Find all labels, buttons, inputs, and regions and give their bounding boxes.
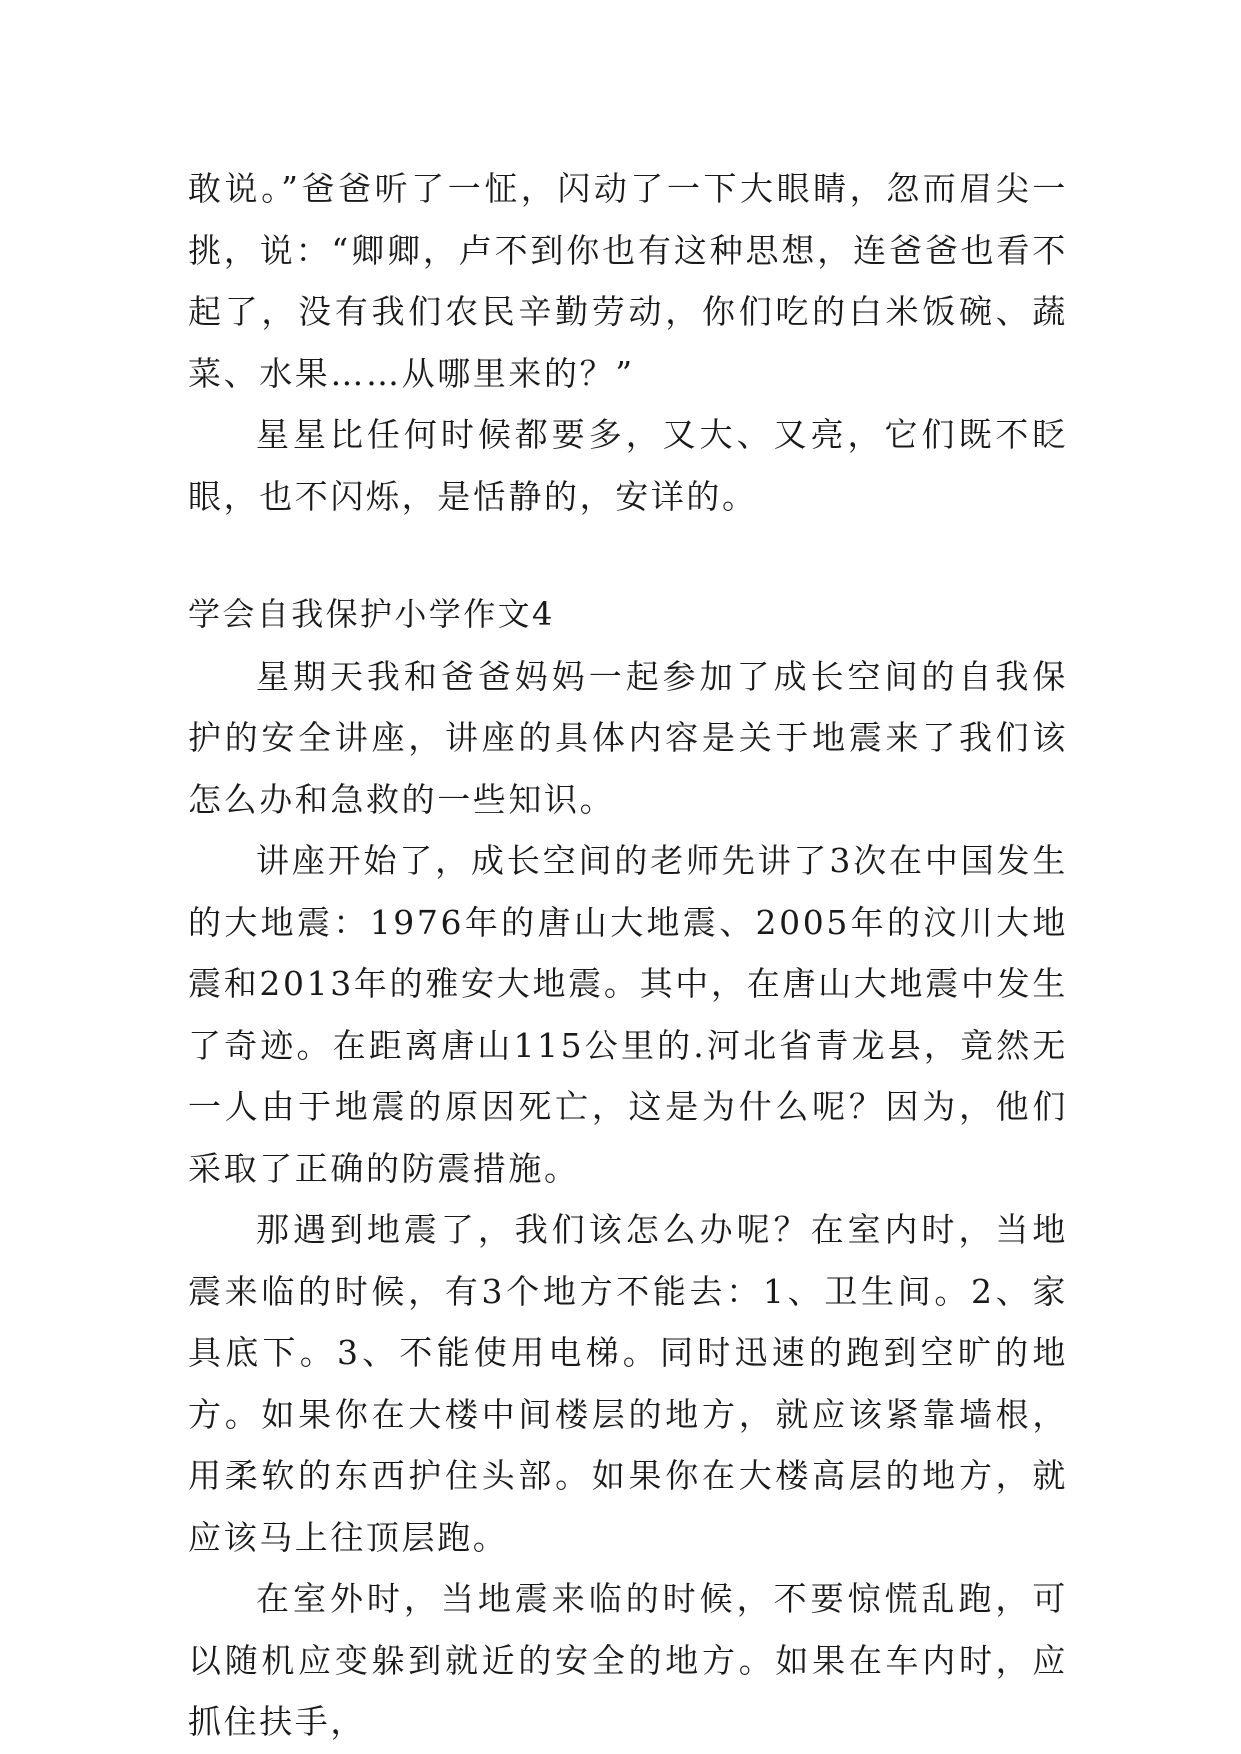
paragraph-lecture-intro: 星期天我和爸爸妈妈一起参加了成长空间的自我保护的安全讲座，讲座的具体内容是关于地震来了我们该怎么办和急救的一些知识。 [188,656,1068,819]
paragraph-outdoor-safety: 在室外时，当地震来临的时候，不要惊慌乱跑，可以随机应变躲到就近的安全的地方。如果在车内时，应抓住扶手， [188,1579,1068,1741]
section-title: 学会自我保护小学作文4 [188,595,555,633]
document-body [188,158,1068,1753]
paragraph-stars: 星星比任何时候都要多，又大、又亮，它们既不眨眼，也不闪烁，是恬静的，安详的。 [188,415,1068,516]
paragraph-earthquakes: 讲座开始了，成长空间的老师先讲了3次在中国发生的大地震：1976年的唐山大地震、2005年的汶川大地震和2013年的雅安大地震。其中，在唐山大地震中发生了奇迹。在距离唐山115公里的.河北省青龙县，竟然无一人由于地震的原因死亡，这是为什么呢？因为，他们采取了正确的防震措施。 [188,841,1068,1188]
paragraph-indoor-safety: 那遇到地震了，我们该怎么办呢？在室内时，当地震来临的时候，有3个地方不能去：1、卫生间。2、家具底下。3、不能使用电梯。同时迅速的跑到空旷的地方。如果你在大楼中间楼层的地方，就应该紧靠墙根，用柔软的东西护住头部。如果你在大楼高层的地方，就应该马上往顶层跑。 [188,1210,1068,1557]
section-gap [188,527,1068,584]
paragraph-continuation: 敢说。”爸爸听了一怔，闪动了一下大眼睛，忽而眉尖一挑，说：“卿卿，卢不到你也有这种思想，连爸爸也看不起了，没有我们农民辛勤劳动，你们吃的白米饭碗、蔬菜、水果……从哪里来的？” [188,169,1068,393]
